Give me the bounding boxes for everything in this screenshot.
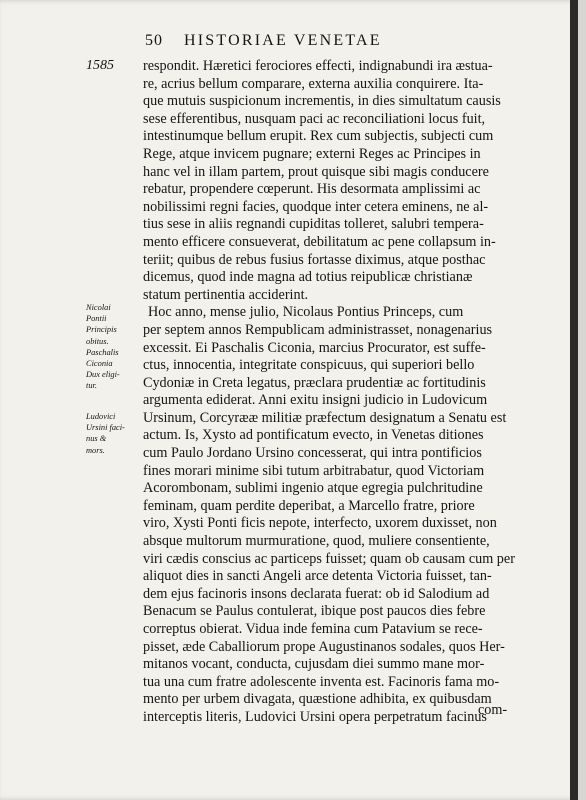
text-line: mitanos vocant, conducta, cujusdam diei summo mane mor- <box>143 656 485 673</box>
margin-note-line: Pontii <box>86 314 107 324</box>
text-line: tius sese in aliis regnandi cupiditas tolleret, salubri tempera- <box>143 216 484 233</box>
margin-note-line: Ludovici <box>86 412 116 421</box>
text-line: Benacum se Paulus contulerat, ibique post paucos dies febre <box>143 603 486 620</box>
text-line: per septem annos Rempublicam administrasset, nonagenarius <box>143 321 493 338</box>
margin-note-line: Principis <box>86 325 117 335</box>
margin-note-line: Paschalis <box>86 347 119 357</box>
margin-note-line: Ciconia <box>86 359 113 369</box>
text-line: re, acrius bellum comparare, externa auxilia conquirere. Ita- <box>143 75 484 92</box>
catchword: com- <box>478 702 508 718</box>
text-line: mento per urbem divagata, quæstione adhibita, ex quibusdam <box>143 691 492 708</box>
margin-note-line: Nicolai <box>86 303 111 312</box>
text-line: aliquot dies in sancti Angeli arce detenta Victoria fuisset, tan- <box>143 568 492 585</box>
text-line: intestinumque bellum erupit. Rex cum subjectis, subjecti cum <box>143 128 494 145</box>
text-line: viri cædis conscius ac particeps fuisset; quam ob causam cum per <box>143 550 515 567</box>
text-line: dicemus, quod inde magna ad totius reipublicæ christianæ <box>143 269 473 286</box>
text-line: rebatur, propendere cœperunt. His desormata amplissimi ac <box>143 181 481 198</box>
margin-note-line: mors. <box>86 445 105 455</box>
text-line: teriit; quibus de rebus fusius fortasse diximus, atque posthac <box>143 251 486 268</box>
margin-note-line: obitus. <box>86 336 109 346</box>
year-marker: 1585 <box>86 58 114 73</box>
text-line: Rege, atque invicem pugnare; externi Reges ac Principes in <box>143 145 481 162</box>
text-line: nobilissimi regni facies, quodque inter cetera eminens, ne al- <box>143 198 489 215</box>
text-line: argumenta ediderat. Anni exitu insigni judicio in Ludovicum <box>143 392 488 409</box>
margin-note-line: Ursini faci- <box>86 423 125 433</box>
text-line: hanc vel in illam partem, prout quisque sibi magis conducere <box>143 163 489 180</box>
margin-note-line: nus & <box>86 434 107 444</box>
text-line: interceptis literis, Ludovici Ursini opera perpetratum facinus <box>143 708 487 725</box>
text-line: fines morari minime sibi tutum arbitrabatur, quod Victoriam <box>143 462 485 479</box>
page-edge <box>570 0 578 800</box>
page-number: 50 <box>145 32 163 49</box>
text-line: viro, Xysti Ponti ficis nepote, interfecto, uxorem duxisset, non <box>143 515 497 532</box>
text-line: que mutuis suspicionum incrementis, in dies simultatum causis <box>143 93 501 110</box>
text-line: absque multorum murmuratione, quod, muliere consentiente, <box>143 533 490 550</box>
text-line: correptus obierat. Vidua inde femina cum Patavium se rece- <box>143 621 483 637</box>
margin-note-line: Dux eligi- <box>86 370 120 380</box>
text-line: statum pertinentia acciderint. <box>143 286 309 303</box>
main-text <box>143 58 543 727</box>
text-line: Acorombonam, sublimi ingenio atque egregia pulchritudine <box>143 480 483 497</box>
text-line: tua una cum fratre adolescente inventa est. Facinoris fama mo- <box>143 673 500 690</box>
text-line: Cydoniæ in Creta legatus, præclara prudentiæ ac fortitudinis <box>143 374 486 391</box>
margin-note-line: tur. <box>86 381 97 391</box>
text-line: ctus, innocentia, integritate conspicuus, qui superiori bello <box>143 357 475 374</box>
margin-note-ursinus <box>86 411 138 456</box>
margin-note-pontius <box>86 302 138 392</box>
text-line: dem ejus facinoris insons declarata fuerat: ob id Salodium ad <box>143 585 490 602</box>
text-line: sese efferentibus, nusquam paci ac reconciliationi locus fuit, <box>143 110 486 127</box>
text-line: Ursinum, Corcyrææ militiæ præfectum designatum a Senatu est <box>143 409 507 426</box>
text-line: actum. Is, Xysto ad pontificatum evecto, in Venetas ditiones <box>143 427 484 444</box>
running-header <box>145 32 545 50</box>
running-title: HISTORIAE VENETAE <box>184 32 382 49</box>
text-line: feminam, quam perdite deperibat, a Marcello fratre, priore <box>143 497 475 514</box>
text-line: pisset, æde Caballiorum prope Augustinanos sodales, quos Her- <box>143 638 505 655</box>
text-line: respondit. Hæretici ferociores effecti, indignabundi ira æstua- <box>143 58 493 74</box>
text-line: cum Paulo Jordano Ursino concesserat, qui intra pontificios <box>143 445 482 462</box>
text-line: mento efficere consueverat, debilitatum ac pene collapsum in- <box>143 233 496 250</box>
text-line: Hoc anno, mense julio, Nicolaus Pontius Princeps, cum <box>148 304 464 321</box>
text-line: excessit. Ei Paschalis Ciconia, marcius Procurator, est suffe- <box>143 339 486 356</box>
